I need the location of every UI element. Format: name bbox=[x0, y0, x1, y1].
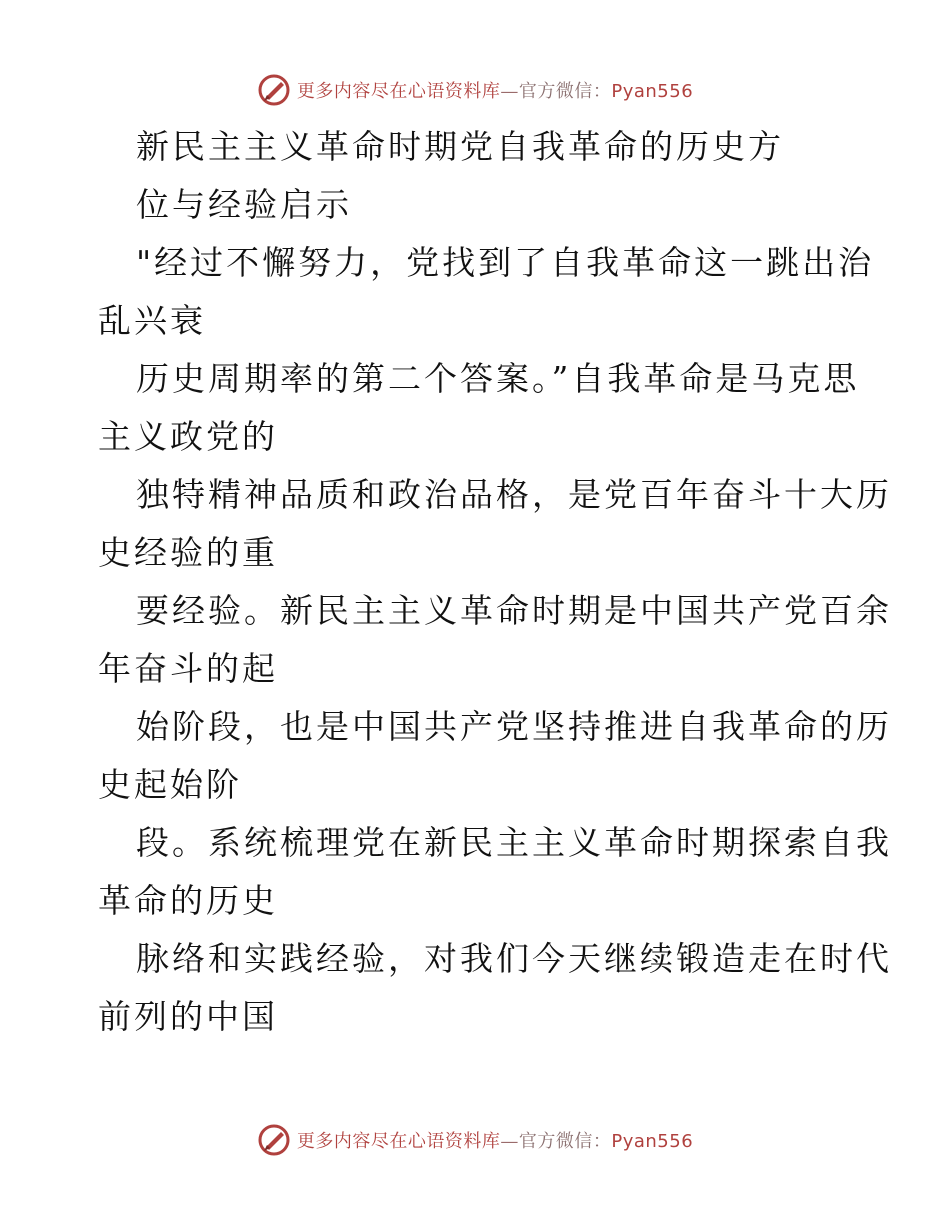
doc-line: 乱兴衰 bbox=[98, 301, 206, 340]
watermark-main-text: 更多内容尽在心语资料库 bbox=[296, 81, 501, 102]
header-watermark bbox=[0, 70, 950, 110]
doc-line: 独特精神品质和政治品格，是党百年奋斗十大历 bbox=[136, 475, 892, 514]
footer-watermark bbox=[0, 1120, 950, 1160]
doc-line: 始阶段，也是中国共产党坚持推进自我革命的历 bbox=[136, 707, 892, 746]
quill-logo-icon bbox=[257, 73, 291, 107]
doc-line: 历史周期率的第二个答案。”自我革命是马克思 bbox=[136, 359, 860, 398]
doc-line: 年奋斗的起 bbox=[98, 649, 278, 688]
doc-line: 要经验。新民主主义革命时期是中国共产党百余 bbox=[136, 591, 892, 630]
watermark-id: Pyan556 bbox=[611, 81, 694, 102]
watermark-dash: — bbox=[500, 1131, 519, 1152]
quill-logo-icon bbox=[257, 1123, 291, 1157]
doc-line: 段。系统梳理党在新民主主义革命时期探索自我 bbox=[136, 823, 892, 862]
watermark-id: Pyan556 bbox=[611, 1131, 694, 1152]
watermark-label: 官方微信： bbox=[518, 1131, 612, 1152]
doc-line: 位与经验启示 bbox=[136, 185, 352, 224]
doc-line: 史起始阶 bbox=[98, 765, 242, 804]
doc-line: 脉络和实践经验，对我们今天继续锻造走在时代 bbox=[136, 939, 892, 978]
doc-line: 史经验的重 bbox=[98, 533, 278, 572]
watermark-main-text: 更多内容尽在心语资料库 bbox=[296, 1131, 501, 1152]
doc-line: 前列的中国 bbox=[98, 997, 278, 1036]
doc-line: 主义政党的 bbox=[98, 417, 278, 456]
watermark-label: 官方微信： bbox=[518, 81, 612, 102]
doc-line: "经过不懈努力，党找到了自我革命这一跳出治 bbox=[136, 243, 875, 282]
doc-line: 革命的历史 bbox=[98, 881, 278, 920]
watermark-dash: — bbox=[500, 81, 519, 102]
doc-line: 新民主主义革命时期党自我革命的历史方 bbox=[136, 127, 784, 166]
